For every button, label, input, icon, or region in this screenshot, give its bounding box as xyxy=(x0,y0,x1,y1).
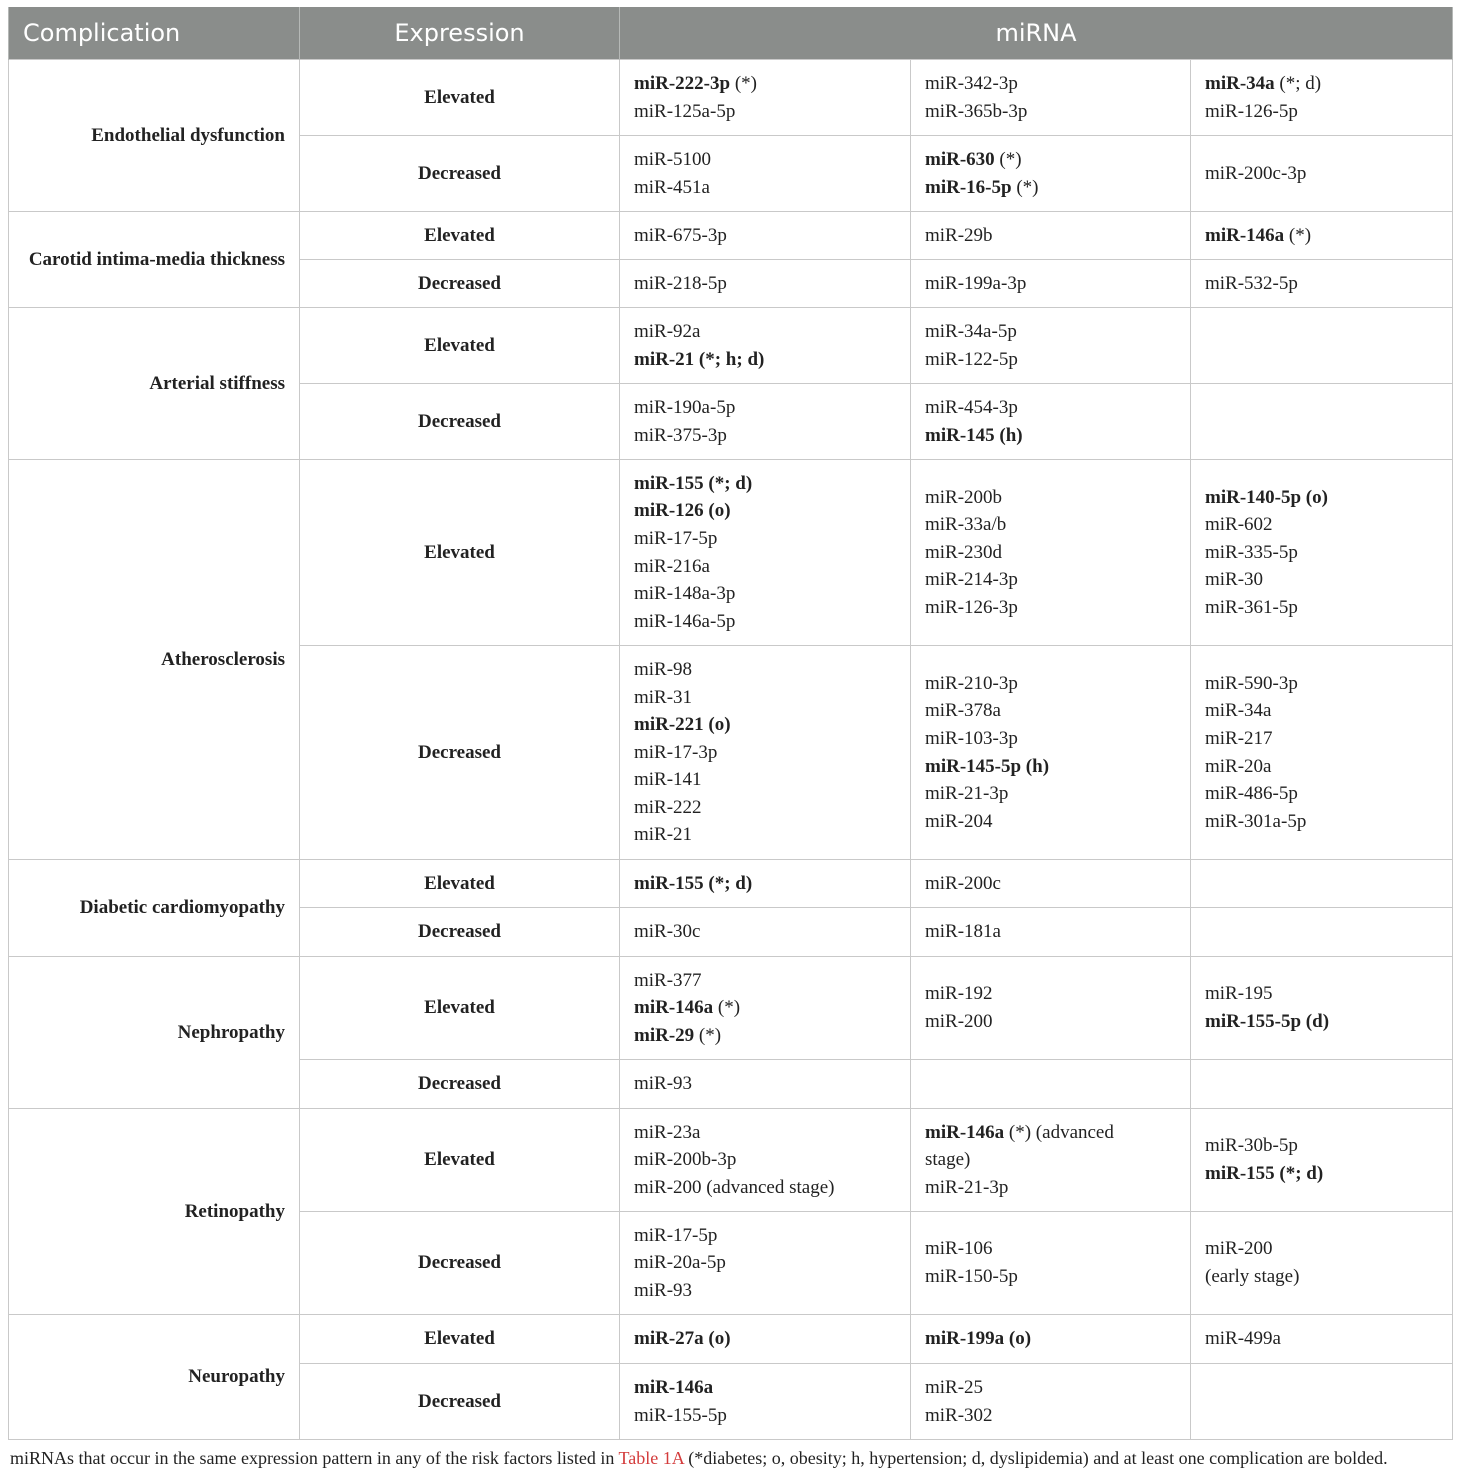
expression-cell: Elevated xyxy=(300,957,620,1060)
mirna-cell xyxy=(620,1212,911,1315)
mirna-text: miR-126-3p xyxy=(925,596,1018,618)
mirna-text: miR-342-3p xyxy=(925,72,1018,94)
mirna-text: miR-103-3p xyxy=(925,727,1018,749)
mirna-bold-name: miR-29 xyxy=(634,1024,695,1046)
mirna-cell xyxy=(911,212,1191,260)
mirna-bold-name: miR-146a xyxy=(925,1121,1005,1143)
complication-cell: Diabetic cardiomyopathy xyxy=(9,860,300,957)
mirna-entry xyxy=(1205,1325,1442,1353)
complication-cell: Arterial stiffness xyxy=(9,308,300,460)
mirna-bold-name: miR-155 (*; d) xyxy=(1205,1163,1324,1184)
mirna-text: miR-93 xyxy=(634,1073,693,1095)
mirna-cell xyxy=(1191,860,1453,908)
mirna-entry xyxy=(925,394,1180,422)
mirna-text: miR-20a-5p xyxy=(634,1252,726,1274)
mirna-text: (*) xyxy=(694,1024,722,1046)
mirna-cell xyxy=(911,1060,1191,1109)
mirna-text: miR-148a-3p xyxy=(634,583,736,605)
mirna-entry xyxy=(925,270,1180,298)
mirna-entry xyxy=(634,346,900,374)
mirna-entry xyxy=(1205,566,1442,594)
expression-cell: Elevated xyxy=(300,1109,620,1212)
mirna-cell xyxy=(1191,460,1453,646)
mirna-text: miR-377 xyxy=(634,969,702,991)
complication-cell: Atherosclerosis xyxy=(9,460,300,860)
mirna-text: miR-365b-3p xyxy=(925,100,1028,122)
mirna-entry xyxy=(925,980,1180,1008)
mirna-entry xyxy=(925,780,1180,808)
mirna-cell xyxy=(620,260,911,308)
mirna-text: miR-30 xyxy=(1205,569,1264,591)
mirna-text: miR-199a-3p xyxy=(925,272,1027,294)
expression-cell: Elevated xyxy=(300,460,620,646)
expression-cell: Elevated xyxy=(300,212,620,260)
mirna-bold-name: miR-199a (o) xyxy=(925,1328,1032,1350)
mirna-entry xyxy=(925,670,1180,698)
mirna-entry xyxy=(634,270,900,298)
mirna-entry xyxy=(1205,484,1442,512)
mirna-cell xyxy=(620,1315,911,1364)
table-row xyxy=(9,860,1453,908)
mirna-entry xyxy=(1205,70,1442,98)
mirna-text: miR-21-3p xyxy=(925,783,1009,805)
mirna-cell xyxy=(620,646,911,860)
footnote-text: miRNAs that occur in the same expression pattern in any of the risk factors listed in xyxy=(10,1448,619,1468)
mirna-entry xyxy=(1205,780,1442,808)
mirna-text: miR-155-5p xyxy=(634,1404,727,1426)
mirna-entry xyxy=(925,539,1180,567)
mirna-text: miR-210-3p xyxy=(925,672,1018,694)
mirna-cell xyxy=(620,957,911,1060)
mirna-text: miR-126-5p xyxy=(1205,100,1298,122)
mirna-entry xyxy=(634,967,900,995)
mirna-entry xyxy=(634,1022,900,1050)
mirna-text: miR-230d xyxy=(925,541,1003,563)
mirna-cell xyxy=(1191,1060,1453,1109)
mirna-text: (early stage) xyxy=(1205,1266,1300,1287)
mirna-entry xyxy=(1205,270,1442,298)
mirna-entry xyxy=(634,553,900,581)
table-row xyxy=(9,1109,1453,1212)
mirna-entry xyxy=(1205,1132,1442,1160)
mirna-bold-name: miR-126 (o) xyxy=(634,500,731,522)
mirna-entry xyxy=(634,821,900,849)
mirna-text: miR-200b-3p xyxy=(634,1149,737,1171)
table-row xyxy=(9,957,1453,1060)
table-row xyxy=(9,1315,1453,1364)
mirna-text: miR-93 xyxy=(634,1279,693,1301)
mirna-entry xyxy=(925,318,1180,346)
mirna-table xyxy=(8,7,1453,1440)
mirna-entry xyxy=(634,1325,900,1353)
mirna-cell xyxy=(1191,384,1453,460)
mirna-entry xyxy=(925,98,1180,126)
mirna-text: miR-675-3p xyxy=(634,224,727,246)
mirna-entry xyxy=(634,918,900,946)
complication-cell: Endothelial dysfunction xyxy=(9,60,300,212)
expression-cell: Decreased xyxy=(300,1212,620,1315)
mirna-bold-name: miR-146a xyxy=(1205,224,1285,246)
expression-cell: Decreased xyxy=(300,260,620,308)
mirna-cell xyxy=(620,460,911,646)
mirna-text: miR-150-5p xyxy=(925,1266,1018,1287)
table-footnote xyxy=(10,1448,1450,1469)
mirna-entry xyxy=(634,1249,900,1277)
mirna-entry xyxy=(634,870,900,898)
mirna-entry xyxy=(634,70,900,98)
mirna-entry xyxy=(925,422,1180,450)
mirna-entry xyxy=(925,70,1180,98)
mirna-text: miR-34a xyxy=(1205,700,1272,722)
mirna-cell xyxy=(1191,908,1453,957)
mirna-entry xyxy=(634,98,900,126)
mirna-entry xyxy=(634,1119,900,1147)
mirna-cell xyxy=(1191,646,1453,860)
mirna-bold-name: miR-221 (o) xyxy=(634,714,731,736)
mirna-text: (*) xyxy=(1284,224,1312,246)
mirna-text: miR-454-3p xyxy=(925,396,1018,418)
mirna-text: miR-5100 xyxy=(634,148,712,170)
mirna-entry xyxy=(925,1263,1180,1291)
complication-cell: Carotid intima-media thickness xyxy=(9,212,300,308)
mirna-bold-name: miR-34a xyxy=(1205,72,1275,94)
mirna-text: miR-30c xyxy=(634,921,701,943)
mirna-entry xyxy=(925,346,1180,374)
mirna-cell xyxy=(911,1364,1191,1440)
mirna-cell xyxy=(911,1109,1191,1212)
mirna-entry xyxy=(634,318,900,346)
mirna-entry xyxy=(1205,1235,1442,1263)
mirna-bold-name: miR-140-5p (o) xyxy=(1205,486,1328,508)
mirna-entry xyxy=(634,525,900,553)
mirna-text: (*) (advanced xyxy=(1004,1121,1114,1143)
complication-cell: Retinopathy xyxy=(9,1109,300,1315)
mirna-text: miR-30b-5p xyxy=(1205,1135,1298,1157)
mirna-cell xyxy=(620,212,911,260)
mirna-entry xyxy=(634,1277,900,1305)
mirna-text: miR-192 xyxy=(925,983,993,1005)
mirna-entry xyxy=(925,484,1180,512)
mirna-entry xyxy=(1205,539,1442,567)
mirna-cell xyxy=(1191,957,1453,1060)
expression-cell: Decreased xyxy=(300,1060,620,1109)
mirna-text: miR-92a xyxy=(634,320,701,342)
mirna-entry xyxy=(634,394,900,422)
mirna-cell xyxy=(1191,136,1453,212)
mirna-text: miR-122-5p xyxy=(925,348,1018,370)
mirna-entry xyxy=(634,174,900,202)
mirna-entry xyxy=(634,1402,900,1430)
mirna-cell xyxy=(911,646,1191,860)
mirna-entry xyxy=(925,1146,1180,1174)
mirna-bold-name: miR-222-3p xyxy=(634,72,731,94)
mirna-entry xyxy=(634,684,900,712)
footnote-text-end: (*diabetes; o, obesity; h, hypertension; d, dyslipidemia) and at least one complication are bolded. xyxy=(683,1448,1388,1468)
mirna-entry xyxy=(925,1174,1180,1202)
complication-cell: Neuropathy xyxy=(9,1315,300,1440)
mirna-entry xyxy=(634,1374,900,1402)
mirna-cell xyxy=(620,308,911,384)
mirna-text: miR-200 xyxy=(925,1011,993,1032)
mirna-text: miR-222 xyxy=(634,796,702,818)
expression-cell: Decreased xyxy=(300,646,620,860)
mirna-cell xyxy=(1191,212,1453,260)
mirna-bold-name: miR-155-5p (d) xyxy=(1205,1011,1330,1032)
mirna-text: miR-17-5p xyxy=(634,527,718,549)
mirna-entry xyxy=(1205,1008,1442,1036)
mirna-text: miR-301a-5p xyxy=(1205,810,1307,832)
header-expression: Expression xyxy=(300,7,620,60)
mirna-entry xyxy=(925,725,1180,753)
mirna-text: miR-590-3p xyxy=(1205,672,1298,694)
mirna-entry xyxy=(634,711,900,739)
mirna-text: miR-532-5p xyxy=(1205,272,1298,294)
mirna-cell xyxy=(620,1364,911,1440)
mirna-entry xyxy=(634,146,900,174)
mirna-entry xyxy=(634,222,900,250)
mirna-entry xyxy=(925,753,1180,781)
mirna-table-container xyxy=(8,7,1452,1440)
mirna-entry xyxy=(925,1402,1180,1430)
mirna-text: miR-216a xyxy=(634,555,710,577)
mirna-cell xyxy=(620,1109,911,1212)
mirna-cell xyxy=(911,384,1191,460)
mirna-entry xyxy=(925,697,1180,725)
mirna-text: miR-200c-3p xyxy=(1205,162,1307,184)
mirna-cell xyxy=(620,908,911,957)
mirna-entry xyxy=(1205,98,1442,126)
expression-cell: Elevated xyxy=(300,860,620,908)
mirna-entry xyxy=(925,808,1180,836)
mirna-bold-name: miR-155 (*; d) xyxy=(634,872,753,894)
mirna-bold-name: miR-630 xyxy=(925,148,995,170)
mirna-text: miR-375-3p xyxy=(634,424,727,446)
mirna-text: miR-34a-5p xyxy=(925,320,1017,342)
mirna-entry xyxy=(634,794,900,822)
mirna-entry xyxy=(634,656,900,684)
mirna-text: miR-602 xyxy=(1205,514,1273,536)
mirna-text: miR-29b xyxy=(925,224,993,246)
mirna-cell xyxy=(911,908,1191,957)
expression-cell: Decreased xyxy=(300,1364,620,1440)
mirna-text: miR-378a xyxy=(925,700,1001,722)
mirna-entry xyxy=(925,1008,1180,1036)
mirna-cell xyxy=(1191,1315,1453,1364)
mirna-text: miR-217 xyxy=(1205,727,1273,749)
header-complication: Complication xyxy=(9,7,300,60)
mirna-text: miR-200c xyxy=(925,872,1001,894)
mirna-entry xyxy=(925,918,1180,946)
mirna-text: (*) xyxy=(994,148,1022,170)
mirna-text: miR-200 xyxy=(1205,1238,1273,1260)
mirna-cell xyxy=(1191,260,1453,308)
mirna-cell xyxy=(620,136,911,212)
mirna-entry xyxy=(634,580,900,608)
mirna-entry xyxy=(634,1222,900,1250)
mirna-entry xyxy=(634,1174,900,1202)
mirna-entry xyxy=(925,511,1180,539)
mirna-cell xyxy=(911,60,1191,136)
mirna-text: miR-499a xyxy=(1205,1328,1281,1350)
table-row xyxy=(9,212,1453,260)
mirna-entry xyxy=(1205,725,1442,753)
mirna-text: (*) xyxy=(713,997,741,1019)
mirna-bold-name: miR-155 (*; d) xyxy=(634,472,753,494)
mirna-text: miR-33a/b xyxy=(925,514,1007,536)
mirna-entry xyxy=(925,870,1180,898)
complication-cell: Nephropathy xyxy=(9,957,300,1109)
mirna-text: miR-302 xyxy=(925,1404,993,1426)
mirna-text: (*) xyxy=(730,72,757,94)
expression-cell: Elevated xyxy=(300,308,620,384)
expression-cell: Decreased xyxy=(300,384,620,460)
mirna-bold-name: miR-145-5p (h) xyxy=(925,755,1050,777)
mirna-entry xyxy=(1205,1263,1442,1291)
mirna-text: miR-486-5p xyxy=(1205,783,1298,805)
mirna-text: miR-335-5p xyxy=(1205,541,1298,563)
mirna-text: miR-195 xyxy=(1205,983,1273,1005)
mirna-text: (*; d) xyxy=(1274,72,1322,94)
header-mirna: miRNA xyxy=(620,7,1453,60)
mirna-cell xyxy=(620,860,911,908)
mirna-entry xyxy=(634,497,900,525)
mirna-entry xyxy=(634,422,900,450)
mirna-entry xyxy=(1205,670,1442,698)
mirna-entry xyxy=(925,146,1180,174)
mirna-cell xyxy=(620,384,911,460)
mirna-text: miR-361-5p xyxy=(1205,596,1298,618)
expression-cell: Decreased xyxy=(300,908,620,957)
mirna-text: miR-20a xyxy=(1205,755,1272,777)
table-body xyxy=(9,60,1453,1440)
mirna-entry xyxy=(925,174,1180,202)
mirna-text: miR-200b xyxy=(925,486,1003,508)
mirna-entry xyxy=(634,739,900,767)
mirna-text: (*) xyxy=(1011,176,1039,198)
mirna-bold-name: miR-146a xyxy=(634,1376,714,1398)
mirna-entry xyxy=(1205,594,1442,622)
mirna-cell xyxy=(1191,1364,1453,1440)
mirna-cell xyxy=(911,460,1191,646)
mirna-bold-name: miR-27a (o) xyxy=(634,1328,731,1350)
mirna-entry xyxy=(1205,160,1442,188)
mirna-bold-name: miR-146a xyxy=(634,997,714,1019)
mirna-cell xyxy=(911,860,1191,908)
mirna-cell xyxy=(1191,308,1453,384)
mirna-text: miR-146a-5p xyxy=(634,610,736,632)
mirna-entry xyxy=(1205,697,1442,725)
mirna-text: miR-106 xyxy=(925,1238,993,1260)
mirna-cell xyxy=(1191,1212,1453,1315)
mirna-entry xyxy=(634,1070,900,1098)
expression-cell: Elevated xyxy=(300,60,620,136)
mirna-cell xyxy=(911,1212,1191,1315)
mirna-entry xyxy=(1205,511,1442,539)
mirna-entry xyxy=(1205,1160,1442,1188)
mirna-bold-name: miR-16-5p xyxy=(925,176,1012,198)
expression-cell: Elevated xyxy=(300,1315,620,1364)
mirna-entry xyxy=(925,222,1180,250)
mirna-cell xyxy=(620,1060,911,1109)
mirna-text: miR-98 xyxy=(634,658,693,680)
mirna-entry xyxy=(634,1146,900,1174)
mirna-bold-name: miR-145 (h) xyxy=(925,424,1023,446)
mirna-entry xyxy=(1205,753,1442,781)
mirna-entry xyxy=(925,1325,1180,1353)
mirna-text: miR-218-5p xyxy=(634,272,727,294)
mirna-text: miR-17-5p xyxy=(634,1224,718,1246)
mirna-entry xyxy=(925,594,1180,622)
mirna-entry xyxy=(925,1119,1180,1147)
mirna-text: miR-25 xyxy=(925,1376,984,1398)
mirna-entry xyxy=(634,766,900,794)
mirna-entry xyxy=(634,608,900,636)
table-row xyxy=(9,60,1453,136)
table-row xyxy=(9,308,1453,384)
mirna-cell xyxy=(911,1315,1191,1364)
mirna-entry xyxy=(1205,222,1442,250)
header-row xyxy=(9,7,1453,60)
mirna-text: miR-451a xyxy=(634,176,710,198)
mirna-cell xyxy=(1191,60,1453,136)
mirna-entry xyxy=(925,566,1180,594)
mirna-entry xyxy=(634,470,900,498)
mirna-entry xyxy=(1205,808,1442,836)
mirna-text: miR-214-3p xyxy=(925,569,1018,591)
mirna-bold-name: miR-21 (*; h; d) xyxy=(634,348,765,370)
table-1a-link[interactable]: Table 1A xyxy=(618,1448,684,1468)
mirna-cell xyxy=(911,136,1191,212)
mirna-text: stage) xyxy=(925,1149,971,1171)
mirna-text: miR-204 xyxy=(925,810,993,832)
mirna-text: miR-21 xyxy=(634,824,693,846)
mirna-cell xyxy=(911,308,1191,384)
mirna-text: miR-190a-5p xyxy=(634,396,736,418)
mirna-text: miR-181a xyxy=(925,921,1001,943)
mirna-entry xyxy=(925,1374,1180,1402)
table-row xyxy=(9,460,1453,646)
mirna-text: miR-21-3p xyxy=(925,1176,1009,1198)
mirna-text: miR-31 xyxy=(634,686,693,708)
mirna-cell xyxy=(1191,1109,1453,1212)
expression-cell: Decreased xyxy=(300,136,620,212)
mirna-entry xyxy=(1205,980,1442,1008)
mirna-text: miR-23a xyxy=(634,1121,701,1143)
mirna-cell xyxy=(620,60,911,136)
mirna-cell xyxy=(911,957,1191,1060)
mirna-entry xyxy=(925,1235,1180,1263)
mirna-text: miR-141 xyxy=(634,769,702,791)
mirna-entry xyxy=(634,994,900,1022)
mirna-cell xyxy=(911,260,1191,308)
mirna-text: miR-200 (advanced stage) xyxy=(634,1176,835,1198)
mirna-text: miR-17-3p xyxy=(634,741,718,763)
mirna-text: miR-125a-5p xyxy=(634,100,736,122)
